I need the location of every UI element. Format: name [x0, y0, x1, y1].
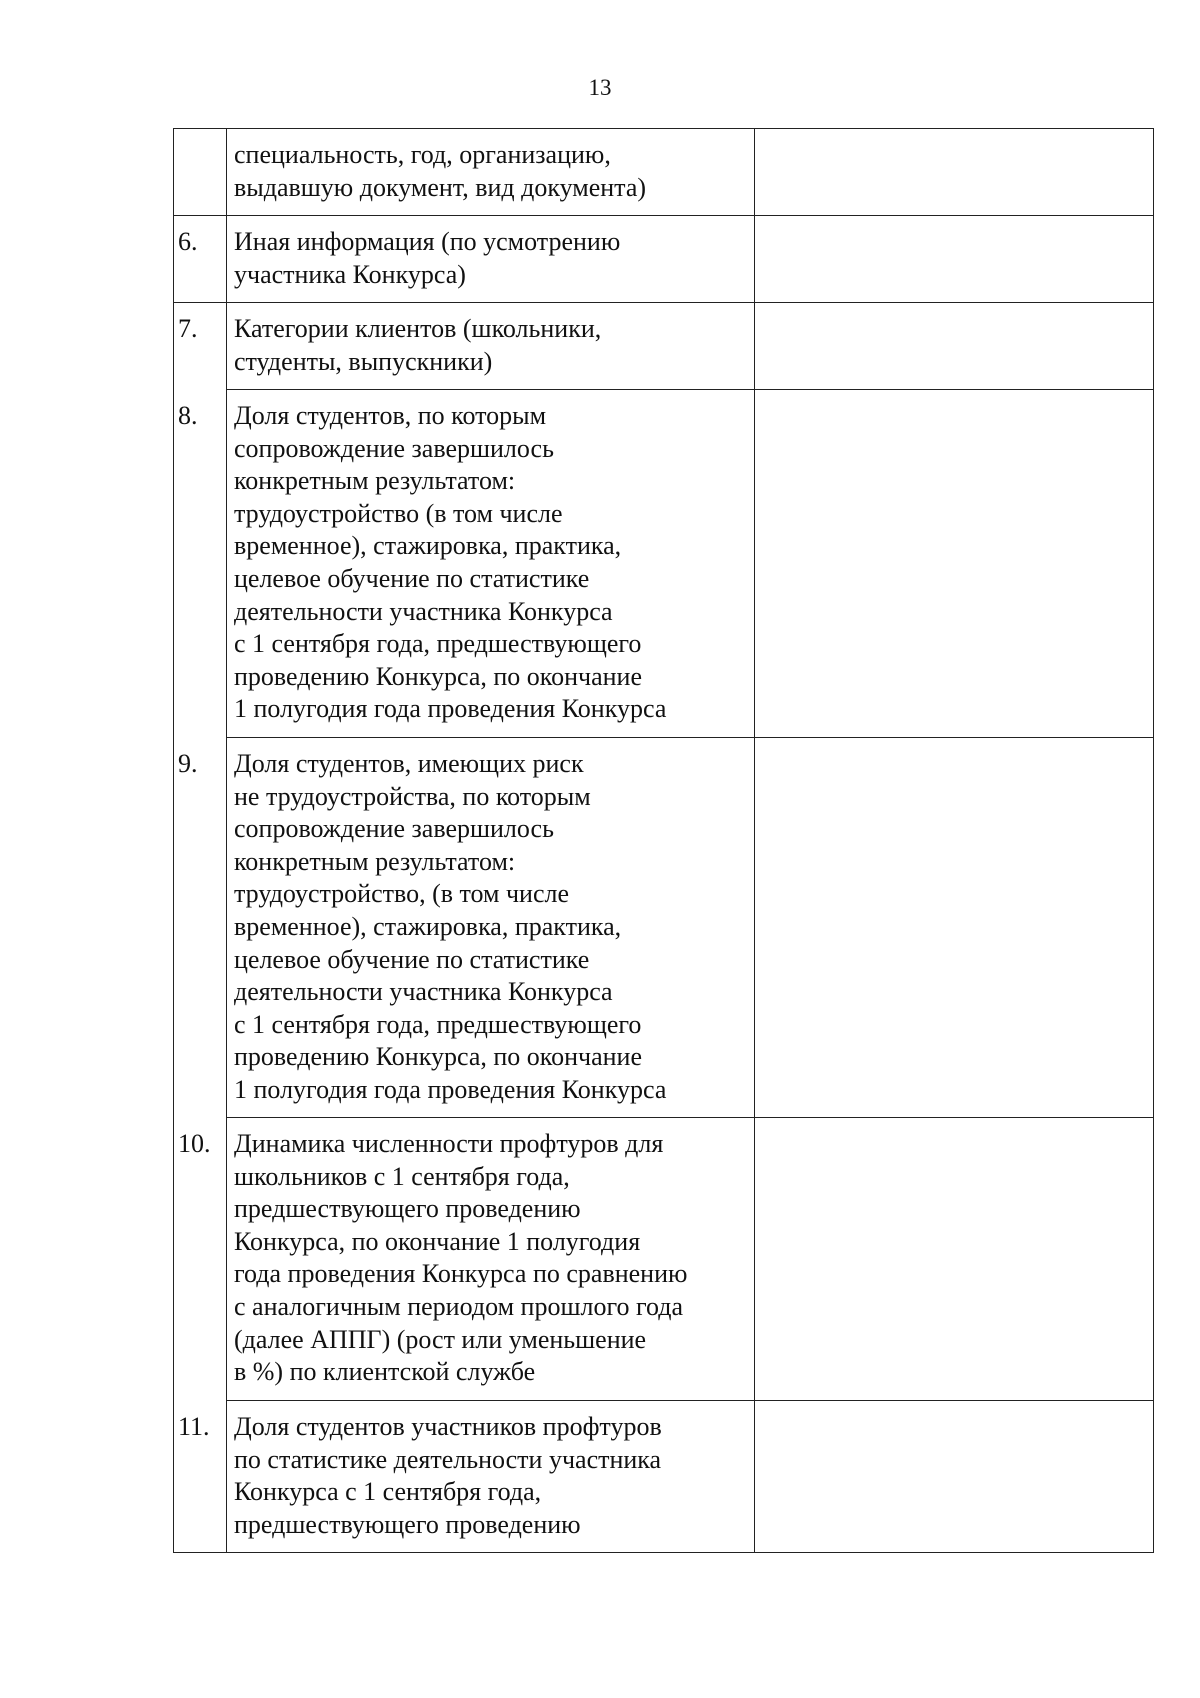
- row-description: Доля студентов участников профтуров по статистике деятельности участника Конкурса с 1 сентября года, предшествующего проведению: [227, 1401, 755, 1553]
- row-value: [755, 1401, 1154, 1553]
- row-value: [755, 129, 1154, 216]
- row-number: 10.: [174, 1118, 227, 1401]
- row-value: [755, 390, 1154, 738]
- table-row: [174, 216, 1154, 303]
- row-description: Доля студентов, имеющих риск не трудоустройства, по которым сопровождение завершилось конкретным результатом: трудоустройство, (в том числе временное), стажировка, практика, целевое обучение по статистике деятельности участника Конкурса с 1 сентября года, предшествующего проведению Конкурса, по окончание 1 полугодия года проведения Конкурса: [227, 738, 755, 1118]
- row-number: 8.: [174, 390, 227, 738]
- table-row: [174, 390, 1154, 738]
- table-row: [174, 738, 1154, 1118]
- table-row: [174, 303, 1154, 390]
- row-number: 6.: [174, 216, 227, 303]
- table-row: [174, 1401, 1154, 1553]
- row-value: [755, 1118, 1154, 1401]
- row-description: Динамика численности профтуров для школьников с 1 сентября года, предшествующего проведению Конкурса, по окончание 1 полугодия года проведения Конкурса по сравнению с аналогичным периодом прошлого года (далее АППГ) (рост или уменьшение в %) по клиентской службе: [227, 1118, 755, 1401]
- row-description: специальность, год, организацию, выдавшую документ, вид документа): [227, 129, 755, 216]
- table-row: [174, 1118, 1154, 1401]
- row-value: [755, 216, 1154, 303]
- row-value: [755, 738, 1154, 1118]
- row-description: Доля студентов, по которым сопровождение завершилось конкретным результатом: трудоустройство (в том числе временное), стажировка, практика, целевое обучение по статистике деятельности участника Конкурса с 1 сентября года, предшествующего проведению Конкурса, по окончание 1 полугодия года проведения Конкурса: [227, 390, 755, 738]
- criteria-table: [173, 128, 1154, 1553]
- row-description: Иная информация (по усмотрению участника Конкурса): [227, 216, 755, 303]
- row-number: [174, 129, 227, 216]
- row-description: Категории клиентов (школьники, студенты, выпускники): [227, 303, 755, 390]
- row-number: 7.: [174, 303, 227, 390]
- row-number: 9.: [174, 738, 227, 1118]
- page-number: 13: [588, 75, 612, 100]
- row-value: [755, 303, 1154, 390]
- table-row: [174, 129, 1154, 216]
- row-number: 11.: [174, 1401, 227, 1553]
